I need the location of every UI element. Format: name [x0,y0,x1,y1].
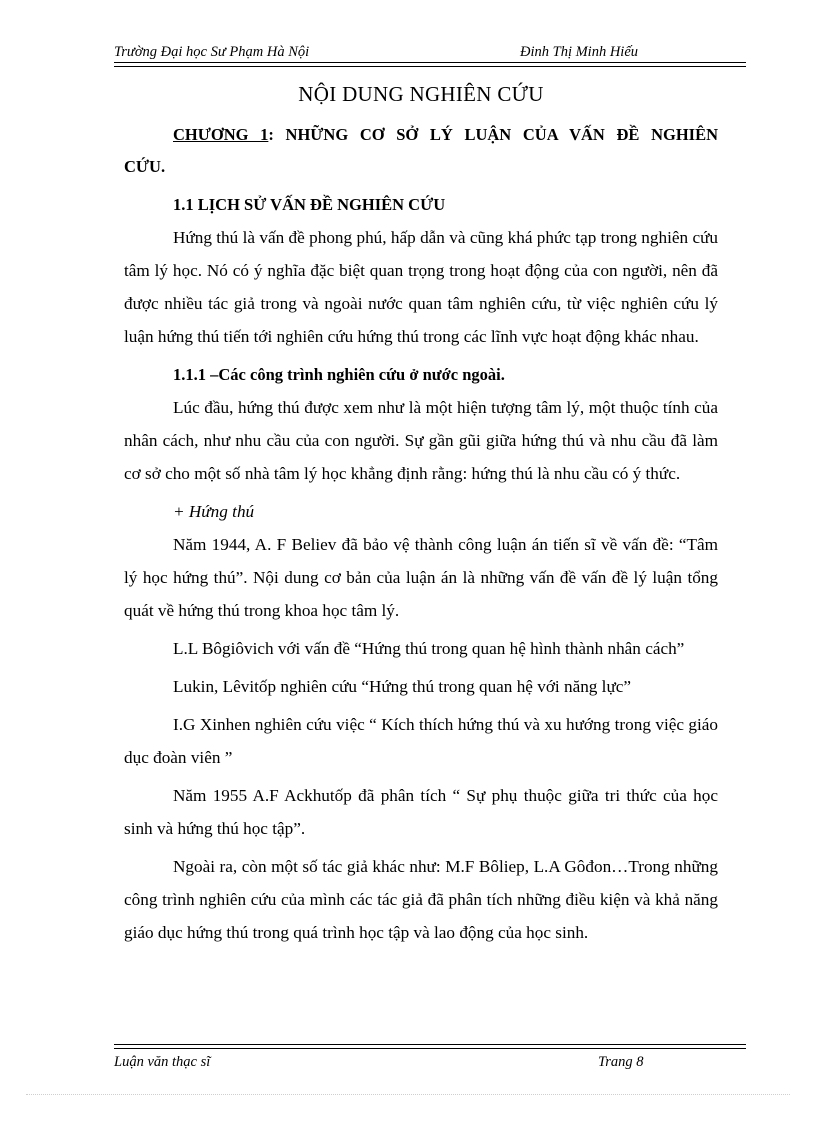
paragraph-4: L.L Bôgiôvich với vấn đề “Hứng thú trong quan hệ hình thành nhân cách” [173,639,685,658]
paragraph-7: Năm 1955 A.F Ackhutốp đã phân tích “ Sự phụ thuộc giữa tri thức của học sinh và hứng thú học tập”. [124,786,718,838]
footer-rule [114,1044,746,1049]
paragraph-8: Ngoài ra, còn một số tác giả khác như: M.F Bôliep, L.A Gôđon…Trong những công trình nghiên cứu của mình các tác giả đã phân tích những điều kiện và khả năng giáo dục hứng thú trong quá trình học tập và lao động của học sinh. [124,857,718,942]
chapter-heading [124,119,718,183]
paragraph-5: Lukin, Lêvitốp nghiên cứu “Hứng thú trong quan hệ với năng lực” [173,677,632,696]
paragraph-3: Năm 1944, A. F Believ đã bảo vệ thành công luận án tiến sĩ về vấn đề: “Tâm lý học hứng thú”. Nội dung cơ bản của luận án là những vấn đề vấn đề lý luận tổng quát về hứng thú trong khoa học tâm lý. [124,535,718,620]
paragraph-2: Lúc đầu, hứng thú được xem như là một hiện tượng tâm lý, một thuộc tính của nhân cách, như nhu cầu của con người. Sự gần gũi giữa hứng thú và nhu cầu đã làm cơ sở cho một số nhà tâm lý học khẳng định rằng: hứng thú là nhu cầu có ý thức. [124,398,718,483]
chapter-title: : NHỮNG CƠ SỞ LÝ LUẬN CỦA VẤN ĐỀ NGHIÊN CỨU. [124,125,718,176]
page-title: NỘI DUNG NGHIÊN CỨU [298,82,544,106]
section-heading-1-1-1: 1.1.1 –Các công trình nghiên cứu ở nước ngoài. [173,365,505,384]
footer-page-number: Trang 8 [598,1054,644,1070]
page-footer [114,1054,746,1076]
header-rule [114,62,746,67]
chapter-label: CHƯƠNG 1 [173,125,269,144]
section-heading-1-1: 1.1 LỊCH SỬ VẤN ĐỀ NGHIÊN CỨU [173,195,446,214]
paragraph-6: I.G Xinhen nghiên cứu việc “ Kích thích hứng thú và xu hướng trong việc giáo dục đoàn viên ” [124,715,718,767]
page-content [124,82,718,949]
header-university: Trường Đại học Sư Phạm Hà Nội [114,44,310,60]
footer-thesis-type: Luận văn thạc sĩ [114,1054,211,1070]
paragraph-1: Hứng thú là vấn đề phong phú, hấp dẫn và cũng khá phức tạp trong nghiên cứu tâm lý học. Nó có ý nghĩa đặc biệt quan trọng trong hoạt động của con người, nên đã được nhiều tác giả trong và ngoài nước quan tâm nghiên cứu, từ việc nghiên cứu lý luận hứng thú tiến tới nghiên cứu hứng thú trong các lĩnh vực hoạt động khác nhau. [124,228,718,346]
subitem-hung-thu: + Hứng thú [173,502,255,521]
header-author: Đinh Thị Minh Hiếu [520,44,639,60]
page-edge-divider [26,1094,790,1095]
